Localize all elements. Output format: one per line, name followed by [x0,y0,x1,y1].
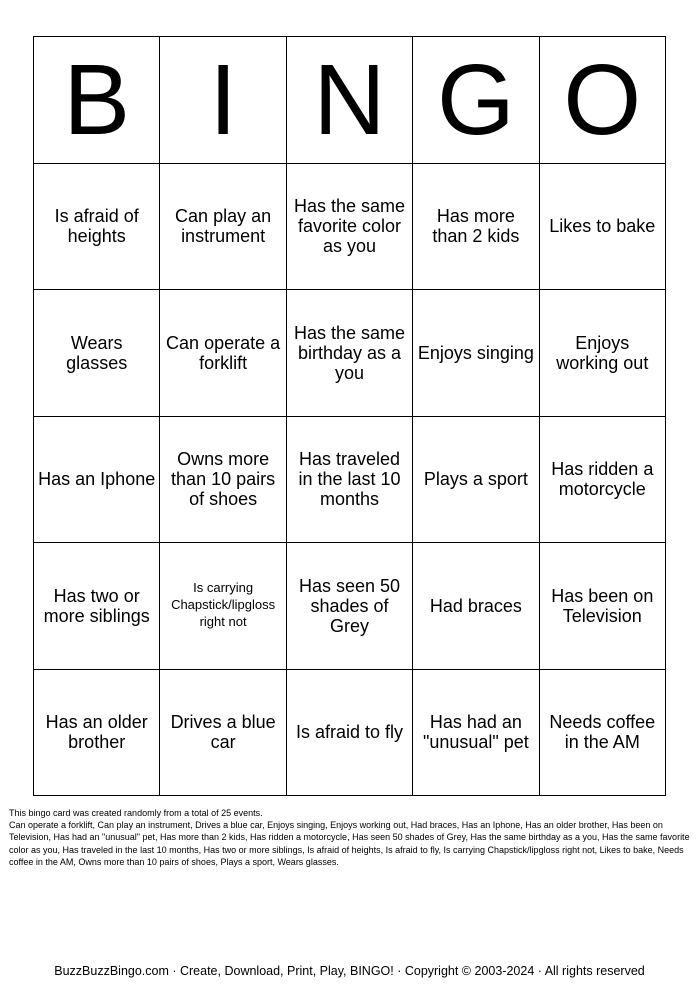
bingo-square: Is afraid to fly [287,670,413,797]
header-letter-b: B [34,37,160,164]
bingo-square: Can play an instrument [160,164,286,291]
bingo-square: Has an older brother [34,670,160,797]
header-letter-i: I [160,37,286,164]
bingo-square: Has seen 50 shades of Grey [287,543,413,670]
bingo-square: Had braces [413,543,539,670]
bingo-square: Wears glasses [34,290,160,417]
bingo-square: Has had an "unusual" pet [413,670,539,797]
bingo-square: Has the same favorite color as you [287,164,413,291]
bingo-square: Has ridden a motorcycle [540,417,666,544]
header-letter-g: G [413,37,539,164]
card-info-event-list: Can operate a forklift, Can play an instrument, Drives a blue car, Enjoys singing, Enjoys working out, Had braces, Has an Iphone, Has an older brother, Has been on Television, Has had an "unusual" pet, Has more than 2 kids, Has ridden a motorcycle, Has seen 50 shades of Grey, Has the same birthday as a you, Has the same favorite color as you, Has traveled in the last 10 months, Has two or more siblings, Is afraid of heights, Is afraid to fly, Is carrying Chapstick/lipgloss right not, Likes to bake, Needs coffee in the AM, Owns more than 10 pairs of shoes, Plays a sport, Wears glasses. [9,820,690,867]
bingo-square: Needs coffee in the AM [540,670,666,797]
page-footer: BuzzBuzzBingo.com · Create, Download, Print, Play, BINGO! · Copyright © 2003-2024 · All rights reserved [54,964,645,978]
header-letter-n: N [287,37,413,164]
bingo-square: Is carrying Chapstick/lipgloss right not [160,543,286,670]
bingo-square: Has the same birthday as a you [287,290,413,417]
bingo-square: Owns more than 10 pairs of shoes [160,417,286,544]
bingo-square: Has an Iphone [34,417,160,544]
bingo-square: Has traveled in the last 10 months [287,417,413,544]
bingo-square: Enjoys working out [540,290,666,417]
card-info-summary: This bingo card was created randomly from a total of 25 events. [9,808,263,818]
header-letter-o: O [540,37,666,164]
bingo-square: Is afraid of heights [34,164,160,291]
bingo-square: Has two or more siblings [34,543,160,670]
bingo-square: Can operate a forklift [160,290,286,417]
bingo-square: Drives a blue car [160,670,286,797]
bingo-square: Enjoys singing [413,290,539,417]
bingo-square: Likes to bake [540,164,666,291]
bingo-square: Has more than 2 kids [413,164,539,291]
bingo-square: Plays a sport [413,417,539,544]
bingo-card [33,36,666,796]
bingo-square: Has been on Television [540,543,666,670]
card-info [9,807,691,868]
